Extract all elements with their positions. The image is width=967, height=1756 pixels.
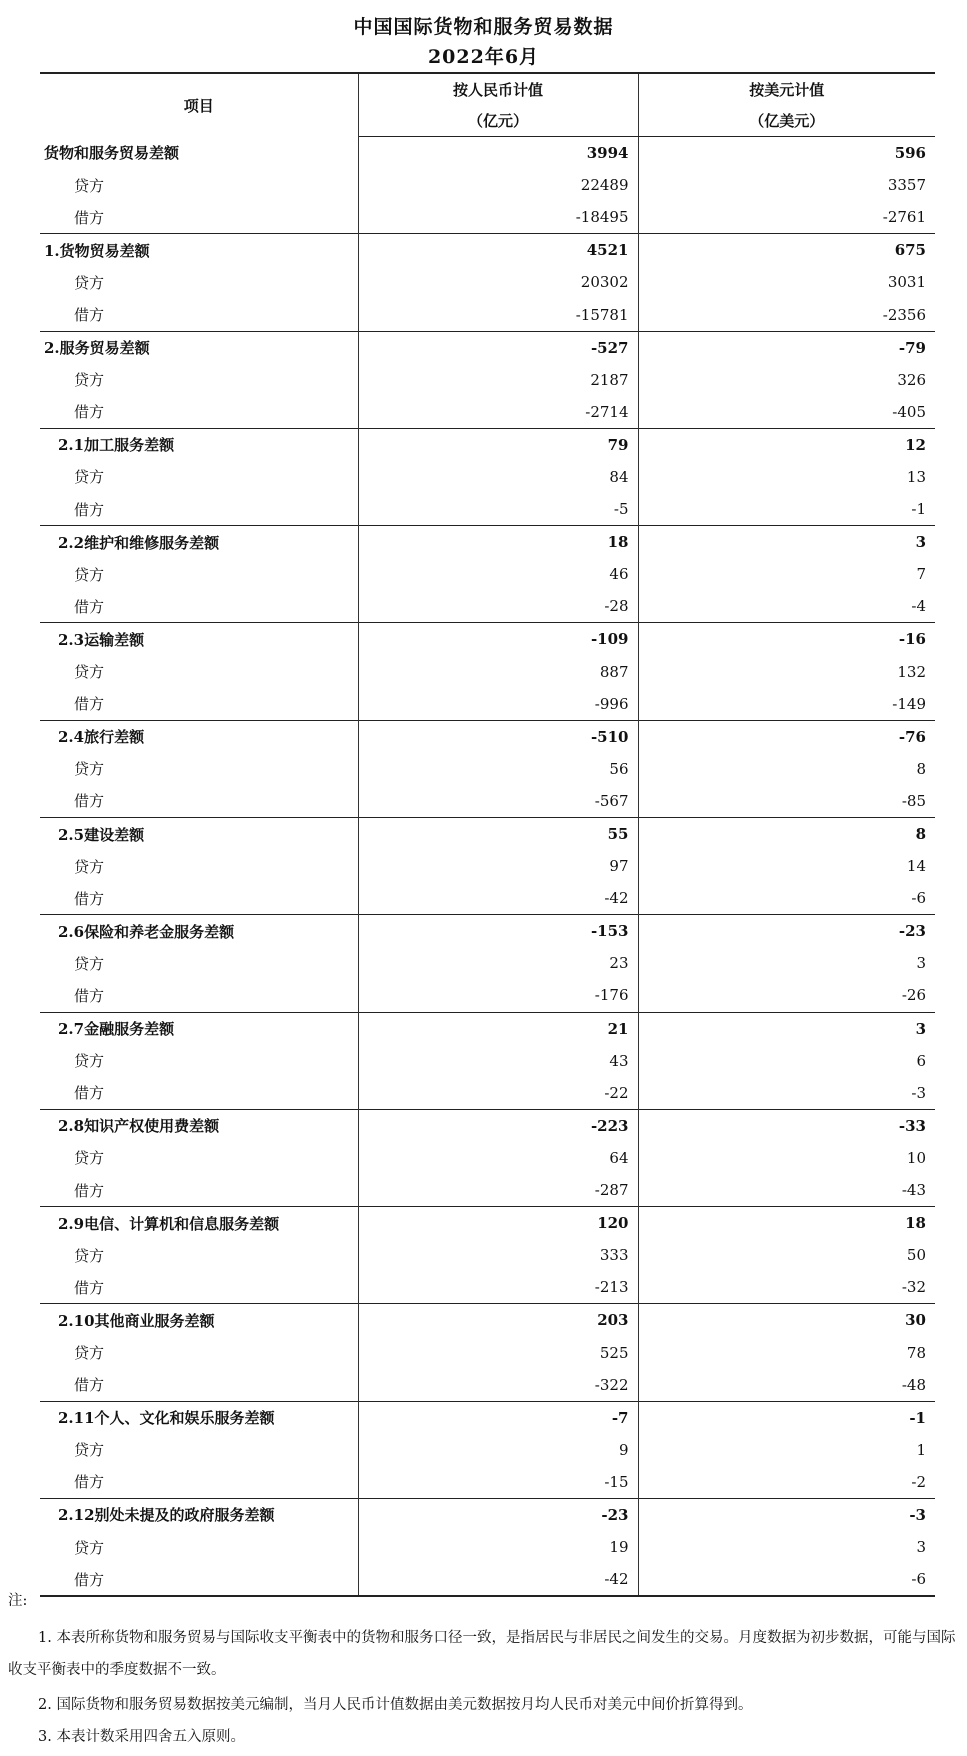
- header-item: 项目: [40, 73, 358, 137]
- table-row-balance: [40, 1207, 935, 1240]
- table-row-credit: [40, 1336, 935, 1368]
- value-rmb: -510: [358, 720, 638, 753]
- note-item: 1. 本表所称货物和服务贸易与国际收支平衡表中的货物和服务口径一致，是指居民与非居民之间发生的交易。月度数据为初步数据，可能与国际收支平衡表中的季度数据不一致。: [8, 1630, 956, 1678]
- value-rmb: 43: [358, 1045, 638, 1077]
- value-rmb: -213: [358, 1271, 638, 1304]
- value-rmb: 84: [358, 461, 638, 493]
- row-label: 贷方: [40, 266, 358, 298]
- table-row-balance: [40, 1109, 935, 1142]
- row-label: 2.4旅行差额: [40, 720, 358, 753]
- value-usd: -3: [638, 1498, 935, 1531]
- table-row-balance: [40, 915, 935, 948]
- value-usd: -6: [638, 1563, 935, 1596]
- table-row-credit: [40, 850, 935, 882]
- row-label: 2.3运输差额: [40, 623, 358, 656]
- value-usd: 10: [906, 1148, 926, 1167]
- value-usd: -1: [911, 500, 926, 519]
- value-rmb: -15: [358, 1466, 638, 1499]
- row-label: 2.8知识产权使用费差额: [40, 1109, 358, 1142]
- value-rmb: 333: [358, 1239, 638, 1271]
- row-label: 贷方: [40, 1336, 358, 1368]
- row-label: 2.7金融服务差额: [40, 1012, 358, 1045]
- value-usd: 1: [916, 1440, 926, 1459]
- table-row-credit: [40, 169, 935, 201]
- table-row-debit: [40, 785, 935, 818]
- value-usd: -3: [911, 1083, 926, 1102]
- value-rmb: 9: [358, 1434, 638, 1466]
- value-rmb: -567: [358, 785, 638, 818]
- row-label: 借方: [40, 1174, 358, 1207]
- value-usd: 3: [916, 954, 926, 973]
- row-label: 贷方: [40, 1531, 358, 1563]
- table-row-debit: [40, 1466, 935, 1499]
- row-label: 借方: [40, 785, 358, 818]
- row-label: 借方: [40, 590, 358, 623]
- value-usd: 30: [638, 1304, 935, 1337]
- table-row-credit: [40, 656, 935, 688]
- row-label: 贷方: [40, 169, 358, 201]
- table-row-debit: [40, 1174, 935, 1207]
- value-rmb: 23: [358, 947, 638, 979]
- row-label: 2.2维护和维修服务差额: [40, 526, 358, 559]
- table-row-credit: [40, 558, 935, 590]
- header-rmb: 按人民币计值: [358, 73, 638, 105]
- row-label: 借方: [40, 201, 358, 234]
- table-row-debit: [40, 396, 935, 429]
- value-rmb: 19: [358, 1531, 638, 1563]
- row-label: 1.货物贸易差额: [40, 234, 358, 267]
- value-rmb: -322: [358, 1369, 638, 1402]
- value-usd: 675: [638, 234, 935, 267]
- value-usd: 14: [906, 857, 926, 876]
- row-label: 贷方: [40, 1434, 358, 1466]
- table-header: [40, 73, 935, 137]
- row-label: 贷方: [40, 558, 358, 590]
- value-rmb: -176: [358, 979, 638, 1012]
- value-rmb: -7: [358, 1401, 638, 1434]
- table-row-debit: [40, 298, 935, 331]
- table-row-balance: [40, 331, 935, 364]
- row-label: 贷方: [40, 947, 358, 979]
- row-label: 借方: [40, 493, 358, 526]
- value-rmb: 203: [358, 1304, 638, 1337]
- table-row-debit: [40, 1369, 935, 1402]
- value-rmb: -28: [358, 590, 638, 623]
- row-label: 贷方: [40, 1239, 358, 1271]
- row-label: 2.1加工服务差额: [40, 428, 358, 461]
- page-title: 中国国际货物和服务贸易数据: [353, 16, 614, 38]
- value-rmb: 20302: [358, 266, 638, 298]
- row-label: 借方: [40, 298, 358, 331]
- value-usd: -26: [901, 986, 926, 1005]
- value-usd: -149: [892, 694, 926, 713]
- row-label: 2.10其他商业服务差额: [40, 1304, 358, 1337]
- row-label: 借方: [40, 1563, 358, 1596]
- value-rmb: -18495: [358, 201, 638, 234]
- value-rmb: -287: [358, 1174, 638, 1207]
- value-usd: 13: [906, 467, 926, 486]
- row-label: 贷方: [40, 364, 358, 396]
- table-row-debit: [40, 590, 935, 623]
- row-label: 2.5建设差额: [40, 817, 358, 850]
- value-usd: 3357: [887, 176, 926, 195]
- row-label: 贷方: [40, 850, 358, 882]
- value-rmb: -527: [358, 331, 638, 364]
- value-usd: 78: [906, 1343, 926, 1362]
- value-usd: -23: [638, 915, 935, 948]
- table-row-credit: [40, 947, 935, 979]
- value-usd: -76: [638, 720, 935, 753]
- value-usd: -16: [638, 623, 935, 656]
- table-row-credit: [40, 1239, 935, 1271]
- value-rmb: 18: [358, 526, 638, 559]
- table-row-balance: [40, 623, 935, 656]
- value-usd: 18: [638, 1207, 935, 1240]
- table-row-credit: [40, 753, 935, 785]
- table-row-credit: [40, 1434, 935, 1466]
- note-item: 2. 国际货物和服务贸易数据按美元编制，当月人民币计值数据由美元数据按月均人民币对美元中间价折算得到。: [38, 1697, 753, 1713]
- row-label: 借方: [40, 1271, 358, 1304]
- table-row-balance: [40, 137, 935, 170]
- value-usd: -2: [911, 1472, 926, 1491]
- value-rmb: -996: [358, 688, 638, 721]
- row-label: 借方: [40, 1077, 358, 1110]
- table-row-credit: [40, 461, 935, 493]
- value-rmb: 120: [358, 1207, 638, 1240]
- value-rmb: -223: [358, 1109, 638, 1142]
- value-usd: -6: [911, 889, 926, 908]
- value-usd: -1: [638, 1401, 935, 1434]
- row-label: 贷方: [40, 1142, 358, 1174]
- value-rmb: -42: [358, 882, 638, 915]
- value-usd: -2761: [882, 208, 926, 227]
- value-usd: -48: [901, 1375, 926, 1394]
- table-row-balance: [40, 817, 935, 850]
- value-usd: 8: [638, 817, 935, 850]
- table-row-balance: [40, 1012, 935, 1045]
- value-usd: 8: [916, 759, 926, 778]
- row-label: 2.12别处未提及的政府服务差额: [40, 1498, 358, 1531]
- value-usd: -43: [901, 1181, 926, 1200]
- table-row-credit: [40, 1045, 935, 1077]
- value-usd: -85: [901, 791, 926, 810]
- value-rmb: 64: [358, 1142, 638, 1174]
- table-row-debit: [40, 201, 935, 234]
- table-row-balance: [40, 720, 935, 753]
- row-label: 借方: [40, 1466, 358, 1499]
- table-row-debit: [40, 882, 935, 915]
- table-row-balance: [40, 526, 935, 559]
- value-usd: -4: [911, 597, 926, 616]
- value-rmb: 21: [358, 1012, 638, 1045]
- row-label: 2.9电信、计算机和信息服务差额: [40, 1207, 358, 1240]
- row-label: 借方: [40, 979, 358, 1012]
- table-row-credit: [40, 266, 935, 298]
- value-usd: 7: [916, 565, 926, 584]
- row-label: 贷方: [40, 461, 358, 493]
- value-rmb: 887: [358, 656, 638, 688]
- note-item: 3. 本表计数采用四舍五入原则。: [38, 1729, 245, 1745]
- value-usd: 12: [638, 428, 935, 461]
- table-row-debit: [40, 1271, 935, 1304]
- row-label: 货物和服务贸易差额: [40, 137, 358, 170]
- row-label: 借方: [40, 396, 358, 429]
- header-usd: 按美元计值: [638, 73, 935, 105]
- row-label: 2.服务贸易差额: [40, 331, 358, 364]
- value-rmb: -15781: [358, 298, 638, 331]
- value-rmb: -5: [358, 493, 638, 526]
- value-rmb: -22: [358, 1077, 638, 1110]
- value-usd: -405: [892, 402, 926, 421]
- page-subtitle-date: 2022年6月: [427, 46, 540, 68]
- table-row-debit: [40, 493, 935, 526]
- header-rmb-unit: （亿元）: [358, 105, 638, 137]
- table-row-balance: [40, 1304, 935, 1337]
- row-label: 借方: [40, 1369, 358, 1402]
- table-row-debit: [40, 979, 935, 1012]
- value-usd: -2356: [882, 305, 926, 324]
- value-usd: 3: [638, 526, 935, 559]
- value-usd: 326: [897, 370, 926, 389]
- value-rmb: 3994: [358, 137, 638, 170]
- value-usd: 3: [638, 1012, 935, 1045]
- value-rmb: 79: [358, 428, 638, 461]
- value-usd: -33: [638, 1109, 935, 1142]
- value-rmb: 4521: [358, 234, 638, 267]
- row-label: 贷方: [40, 1045, 358, 1077]
- table-row-credit: [40, 364, 935, 396]
- notes-heading: 注:: [8, 1593, 28, 1609]
- value-rmb: 46: [358, 558, 638, 590]
- value-usd: 3: [916, 1538, 926, 1557]
- value-rmb: 55: [358, 817, 638, 850]
- value-rmb: -153: [358, 915, 638, 948]
- value-rmb: 56: [358, 753, 638, 785]
- value-usd: 596: [894, 144, 926, 163]
- value-rmb: 22489: [358, 169, 638, 201]
- table-row-credit: [40, 1142, 935, 1174]
- value-rmb: 2187: [358, 364, 638, 396]
- value-rmb: -2714: [358, 396, 638, 429]
- trade-data-table: [40, 72, 935, 1597]
- row-label: 2.6保险和养老金服务差额: [40, 915, 358, 948]
- table-body: [40, 137, 935, 1597]
- header-usd-unit: （亿美元）: [638, 105, 935, 137]
- table-row-debit: [40, 1077, 935, 1110]
- table-row-balance: [40, 234, 935, 267]
- row-label: 贷方: [40, 656, 358, 688]
- row-label: 借方: [40, 882, 358, 915]
- value-rmb: -109: [358, 623, 638, 656]
- value-rmb: -42: [358, 1563, 638, 1596]
- value-usd: 50: [906, 1246, 926, 1265]
- value-rmb: -23: [358, 1498, 638, 1531]
- table-row-debit: [40, 688, 935, 721]
- value-rmb: 525: [358, 1336, 638, 1368]
- value-usd: 132: [897, 662, 926, 681]
- value-usd: 3031: [887, 273, 926, 292]
- value-usd: 6: [916, 1051, 926, 1070]
- value-usd: -79: [638, 331, 935, 364]
- row-label: 借方: [40, 688, 358, 721]
- row-label: 贷方: [40, 753, 358, 785]
- row-label: 2.11个人、文化和娱乐服务差额: [40, 1401, 358, 1434]
- table-row-balance: [40, 428, 935, 461]
- value-usd: -32: [901, 1278, 926, 1297]
- table-row-balance: [40, 1498, 935, 1531]
- table-row-balance: [40, 1401, 935, 1434]
- table-row-credit: [40, 1531, 935, 1563]
- value-rmb: 97: [358, 850, 638, 882]
